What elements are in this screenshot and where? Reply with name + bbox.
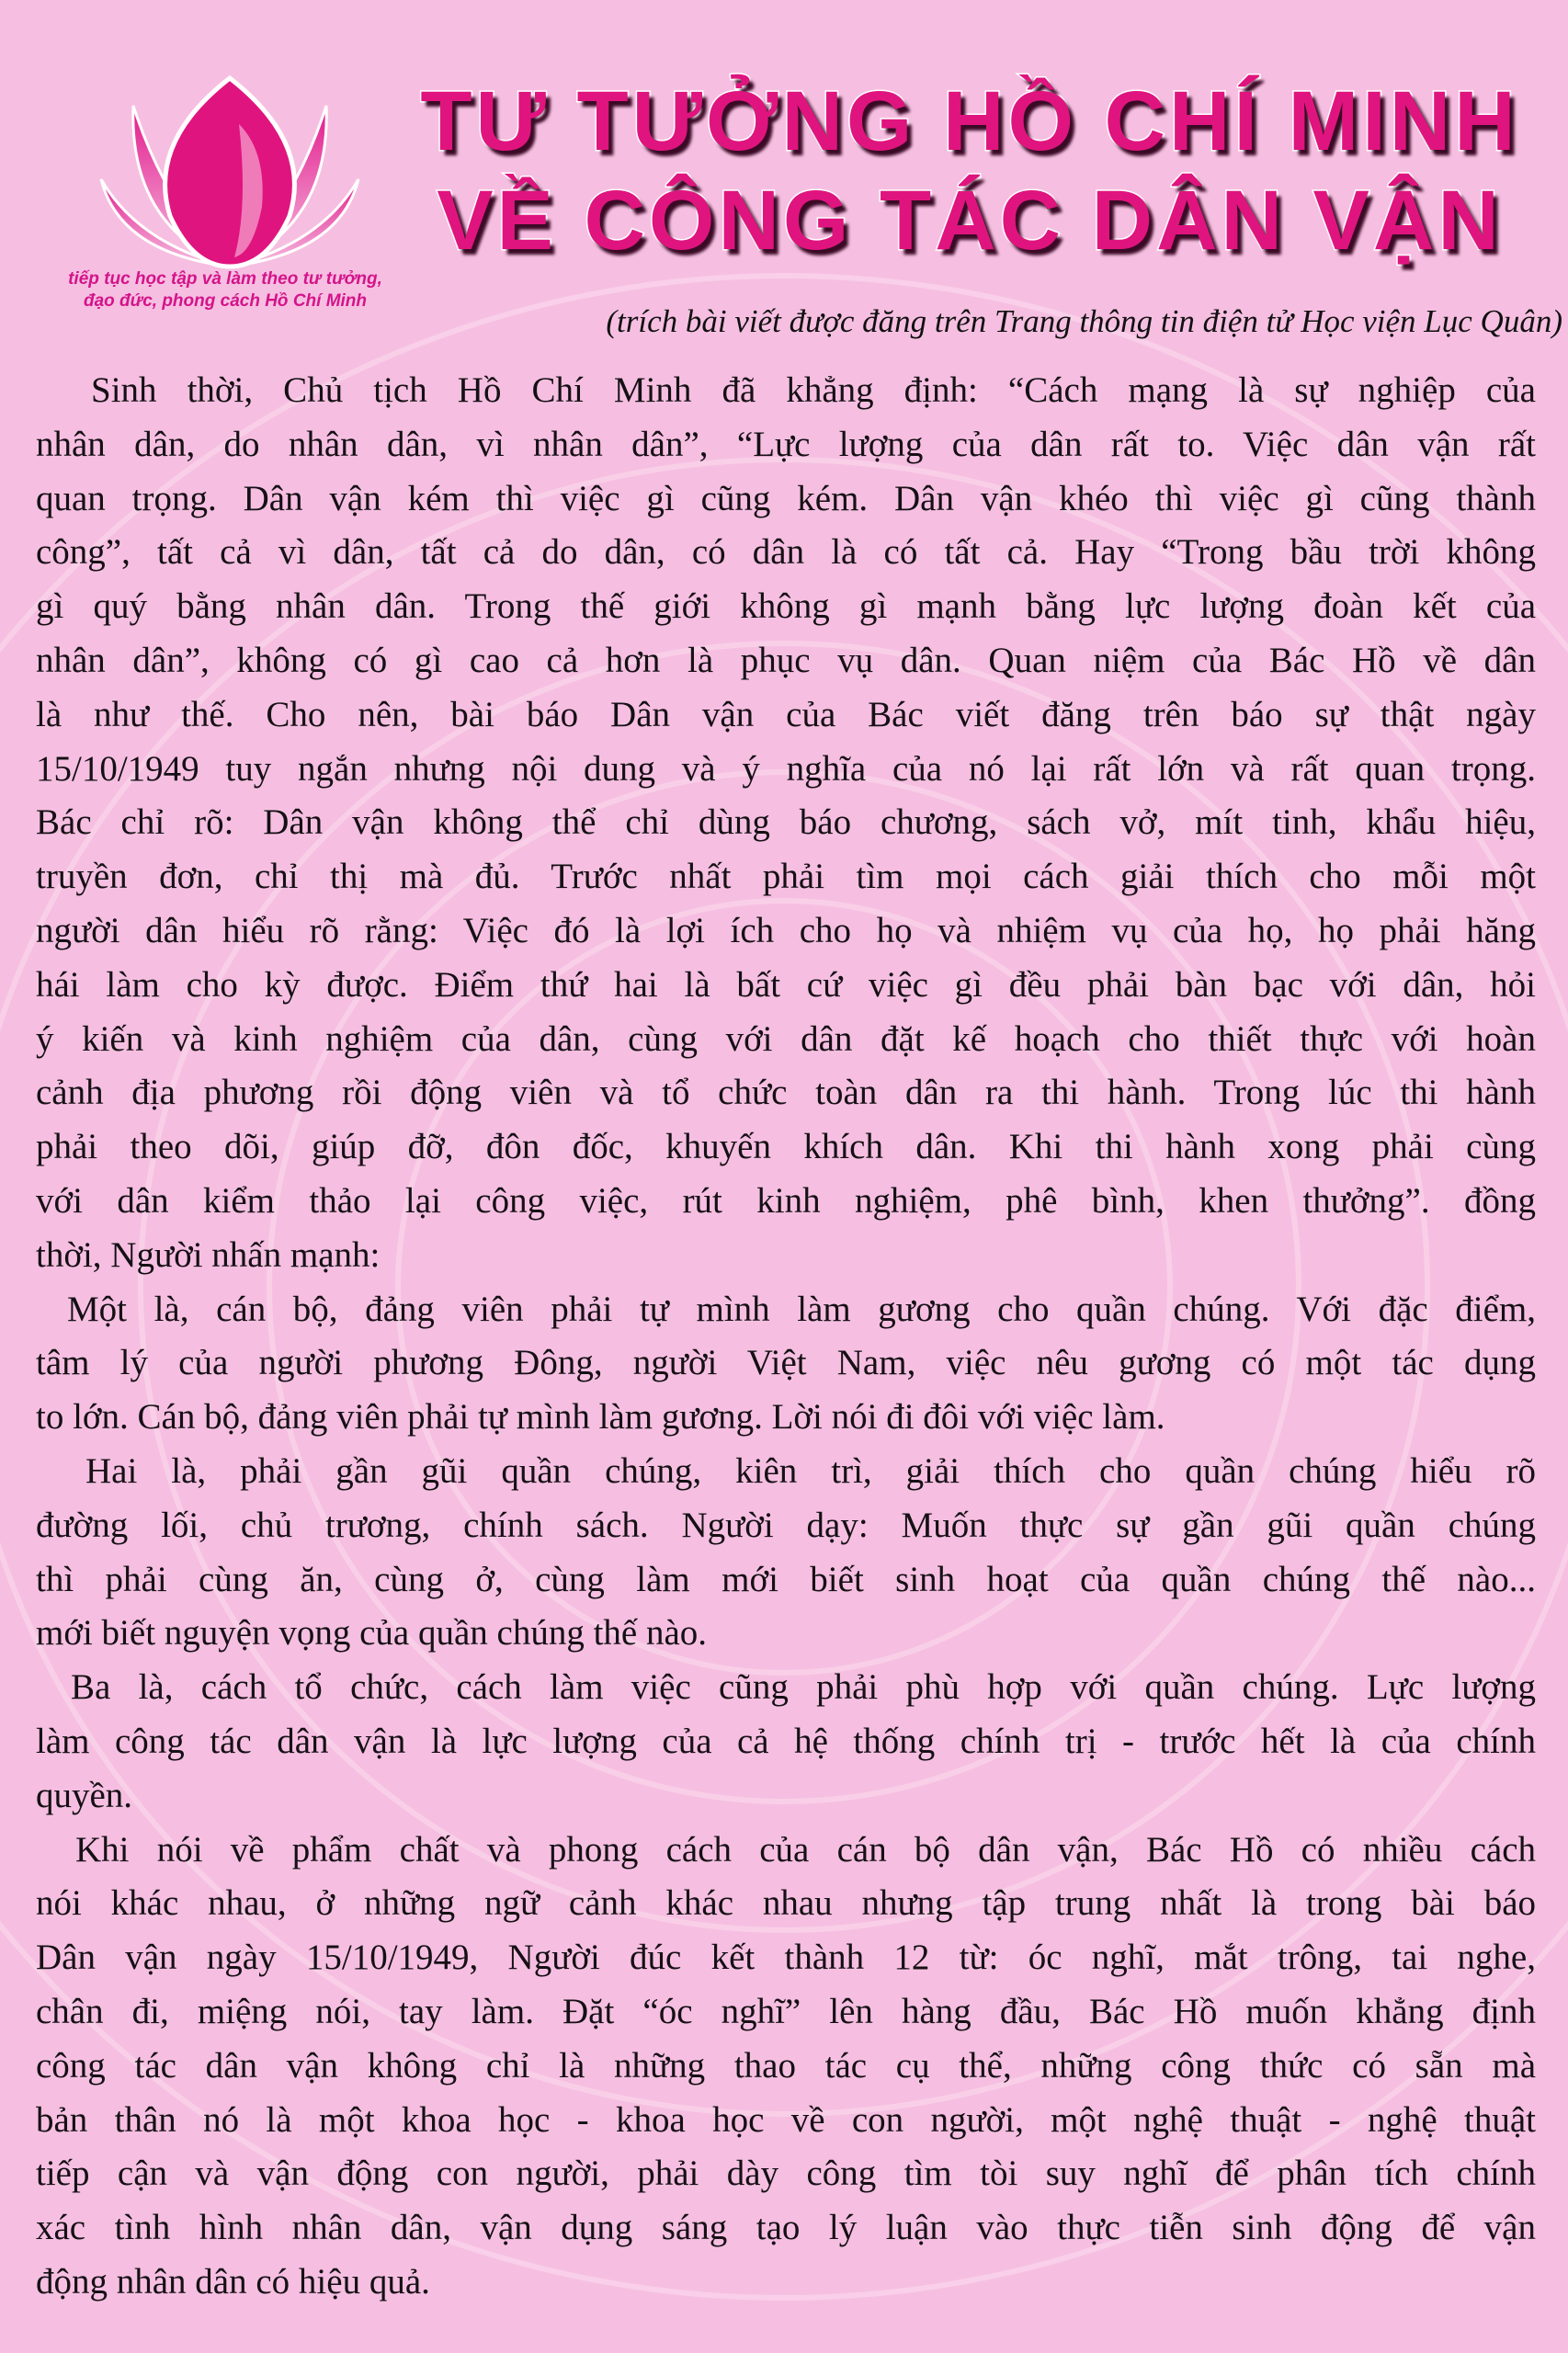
text-line: Một là, cán bộ, đảng viên phải tự mình làm gương cho quần chúng. Với đặc điểm, xyxy=(67,1289,1536,1329)
text-line: xác tình hình nhân dân, vận dụng sáng tạo lý luận vào thực tiễn sinh động để vận xyxy=(36,2208,1536,2248)
text-line: Hai là, phải gần gũi quần chúng, kiên trì, giải thích cho quần chúng hiểu rõ xyxy=(85,1450,1536,1491)
logo-caption xyxy=(46,268,404,313)
text-line: tâm lý của người phương Đông, người Việt Nam, việc nêu gương có một tác dụng xyxy=(36,1343,1536,1383)
text-line: hái làm cho kỳ được. Điểm thứ hai là bất cứ việc gì đều phải bàn bạc với dân, hỏi xyxy=(36,964,1536,1005)
text-line: công tác dân vận không chỉ là những thao tác cụ thể, những công thức có sẵn mà xyxy=(36,2045,1536,2086)
text-line: quyền. xyxy=(36,1775,133,1815)
text-line: Ba là, cách tổ chức, cách làm việc cũng phải phù hợp với quần chúng. Lực lượng xyxy=(71,1667,1536,1708)
text-line: ý kiến và kinh nghiệm của dân, cùng với dân đặt kế hoạch cho thiết thực với hoàn xyxy=(36,1018,1536,1059)
text-line: người dân hiểu rõ rằng: Việc đó là lợi ích cho họ và nhiệm vụ của họ, họ phải hăng xyxy=(36,910,1536,950)
text-line: Khi nói về phẩm chất và phong cách của cán bộ dân vận, Bác Hồ có nhiều cách xyxy=(75,1829,1536,1870)
text-line: nói khác nhau, ở những ngữ cảnh khác nhau nhưng tập trung nhất là trong bài báo xyxy=(36,1883,1536,1924)
paragraph xyxy=(36,1824,1536,2310)
text-line: với dân kiểm thảo lại công việc, rút kinh nghiệm, phê bình, khen thưởng”. đồng xyxy=(36,1180,1536,1221)
text-line: mới biết nguyện vọng của quần chúng thế nào. xyxy=(36,1613,708,1654)
text-line: đường lối, chủ trương, chính sách. Người dạy: Muốn thực sự gần gũi quần chúng xyxy=(36,1505,1536,1545)
text-line: to lớn. Cán bộ, đảng viên phải tự mình làm gương. Lời nói đi đôi với việc làm. xyxy=(36,1397,1165,1438)
lotus-portrait-icon xyxy=(83,69,377,271)
text-line: là như thế. Cho nên, bài báo Dân vận của Bác viết đăng trên báo sự thật ngày xyxy=(36,694,1536,734)
paragraph xyxy=(36,1445,1536,1661)
text-line: thời, Người nhấn mạnh: xyxy=(36,1234,381,1275)
text-line: công”, tất cả vì dân, tất cả do dân, có dân là có tất cả. Hay “Trong bầu trời không xyxy=(36,532,1536,573)
page-title-line-2: VỀ CÔNG TÁC DÂN VẬN xyxy=(437,174,1503,267)
text-line: 15/10/1949 tuy ngắn nhưng nội dung và ý nghĩa của nó lại rất lớn và rất quan trọng. xyxy=(36,748,1536,789)
paragraph xyxy=(36,1283,1536,1445)
text-line: truyền đơn, chỉ thị mà đủ. Trước nhất phải tìm mọi cách giải thích cho mỗi một xyxy=(36,857,1536,897)
text-line: Sinh thời, Chủ tịch Hồ Chí Minh đã khẳng định: “Cách mạng là sự nghiệp của xyxy=(91,370,1536,410)
text-line: động nhân dân có hiệu quả. xyxy=(36,2261,430,2302)
page-title-line-1: TƯ TƯỞNG HỒ CHÍ MINH xyxy=(420,74,1519,168)
text-line: gì quý bằng nhân dân. Trong thế giới không gì mạnh bằng lực lượng đoàn kết của xyxy=(36,586,1536,627)
text-line: bản thân nó là một khoa học - khoa học về con người, một nghệ thuật - nghệ thuật xyxy=(36,2099,1536,2140)
text-line: Bác chỉ rõ: Dân vận không thể chỉ dùng báo chương, sách vở, mít tinh, khẩu hiệu, xyxy=(36,802,1536,843)
article-body xyxy=(36,364,1536,2310)
logo-caption-line: đạo đức, phong cách Hồ Chí Minh xyxy=(83,291,368,311)
text-line: phải theo dõi, giúp đỡ, đôn đốc, khuyến khích dân. Khi thi hành xong phải cùng xyxy=(36,1127,1536,1167)
paragraph xyxy=(36,364,1536,1283)
text-line: làm công tác dân vận là lực lượng của cả hệ thống chính trị - trước hết là của chính xyxy=(36,1721,1536,1761)
text-line: Dân vận ngày 15/10/1949, Người đúc kết thành 12 từ: óc nghĩ, mắt trông, tai nghe, xyxy=(36,1938,1536,1978)
logo-caption-line: tiếp tục học tập và làm theo tư tưởng, xyxy=(68,269,382,289)
text-line: nhân dân”, không có gì cao cả hơn là phục vụ dân. Quan niệm của Bác Hồ về dân xyxy=(36,640,1536,680)
text-line: tiếp cận và vận động con người, phải dày công tìm tòi suy nghĩ để phân tích chính xyxy=(36,2154,1536,2194)
text-line: cảnh địa phương rồi động viên và tổ chức toàn dân ra thi hành. Trong lúc thi hành xyxy=(36,1073,1536,1113)
text-line: quan trọng. Dân vận kém thì việc gì cũng kém. Dân vận khéo thì việc gì cũng thành xyxy=(36,478,1536,518)
paragraph xyxy=(36,1661,1536,1823)
text-line: nhân dân, do nhân dân, vì nhân dân”, “Lực lượng của dân rất to. Việc dân vận rất xyxy=(36,424,1536,464)
source-subtitle: (trích bài viết được đăng trên Trang thông tin điện tử Học viện Lục Quân) xyxy=(606,303,1562,339)
text-line: thì phải cùng ăn, cùng ở, cùng làm mới biết sinh hoạt của quần chúng thế nào... xyxy=(36,1559,1536,1599)
text-line: chân đi, miệng nói, tay làm. Đặt “óc nghĩ” lên hàng đầu, Bác Hồ muốn khẳng định xyxy=(36,1991,1536,2031)
